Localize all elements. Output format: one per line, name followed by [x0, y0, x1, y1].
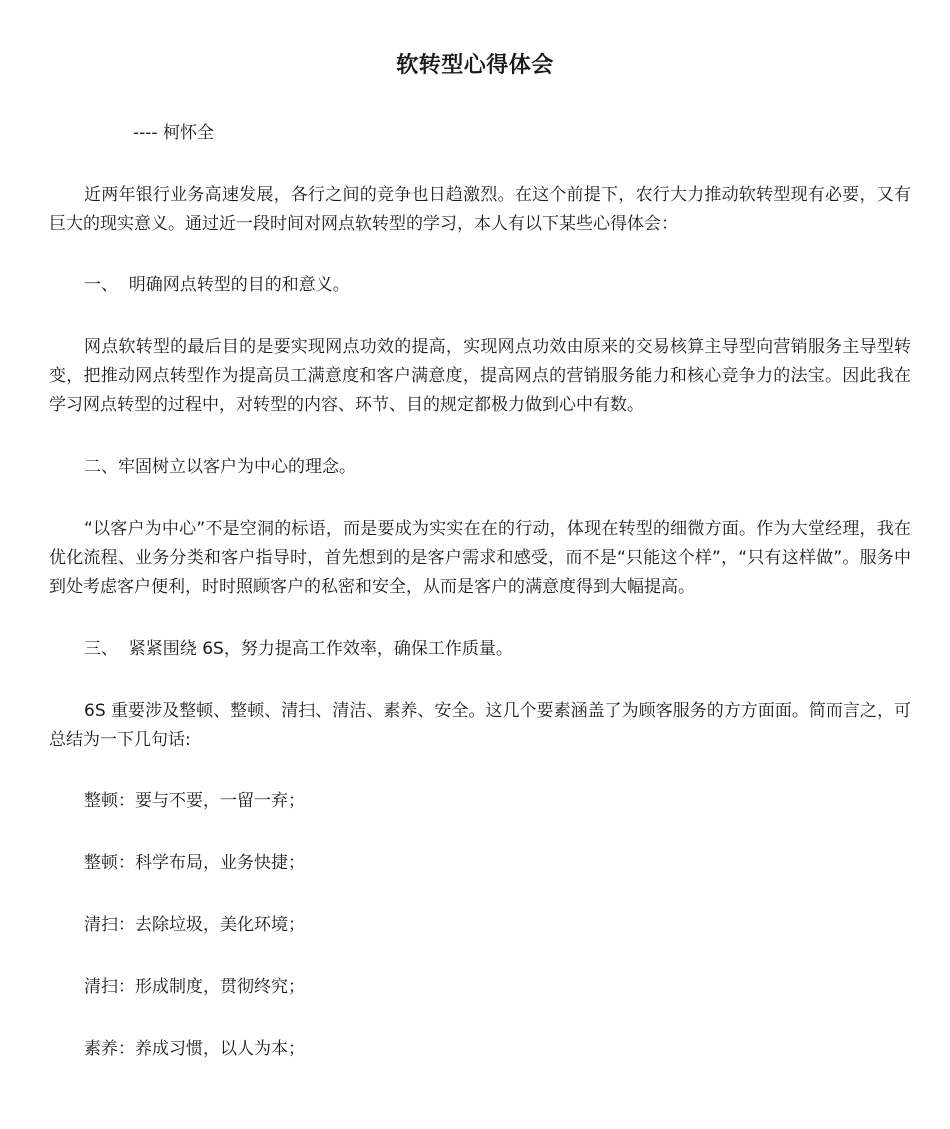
list-item: 整顿：科学布局，业务快捷；	[84, 853, 305, 873]
section-1-heading: 一、 明确网点转型的目的和意义。	[84, 275, 350, 295]
list-item: 清扫：形成制度，贯彻终究；	[84, 977, 305, 997]
document-author: ---- 柯怀全	[133, 123, 214, 143]
intro-paragraph: 近两年银行业务高速发展，各行之间的竞争也日趋激烈。在这个前提下，农行大力推动软转型现有必要，又有巨大的现实意义。通过近一段时间对网点软转型的学习，本人有以下某些心得体会：	[49, 185, 911, 234]
section-2-heading: 二、牢固树立以客户为中心的理念。	[84, 457, 356, 477]
list-item: 整顿：要与不要，一留一弃；	[84, 791, 305, 811]
section-1-paragraph: 网点软转型的最后目的是要实现网点功效的提高，实现网点功效由原来的交易核算主导型向营销服务主导型转变，把推动网点转型作为提高员工满意度和客户满意度，提高网点的营销服务能力和核心竞争力的法宝。因此我在学习网点转型的过程中，对转型的内容、环节、目的规定都极力做到心中有数。	[49, 337, 911, 415]
section-2-paragraph: “以客户为中心”不是空洞的标语，而是要成为实实在在的行动，体现在转型的细微方面。作为大堂经理，我在优化流程、业务分类和客户指导时，首先想到的是客户需求和感受，而不是“只能这个样”，“只有这样做”。服务中到处考虑客户便利，时时照顾客户的私密和安全，从而是客户的满意度得到大幅提高。	[49, 519, 911, 597]
document-title: 软转型心得体会	[396, 53, 554, 78]
section-3-heading: 三、 紧紧围绕 6S，努力提高工作效率，确保工作质量。	[84, 639, 513, 659]
list-item: 清扫：去除垃圾，美化环境；	[84, 915, 305, 935]
list-item: 素养：养成习惯，以人为本；	[84, 1039, 305, 1059]
section-3-paragraph: 6S 重要涉及整顿、整顿、清扫、清洁、素养、安全。这几个要素涵盖了为顾客服务的方方面面。简而言之，可总结为一下几句话:	[49, 701, 911, 750]
